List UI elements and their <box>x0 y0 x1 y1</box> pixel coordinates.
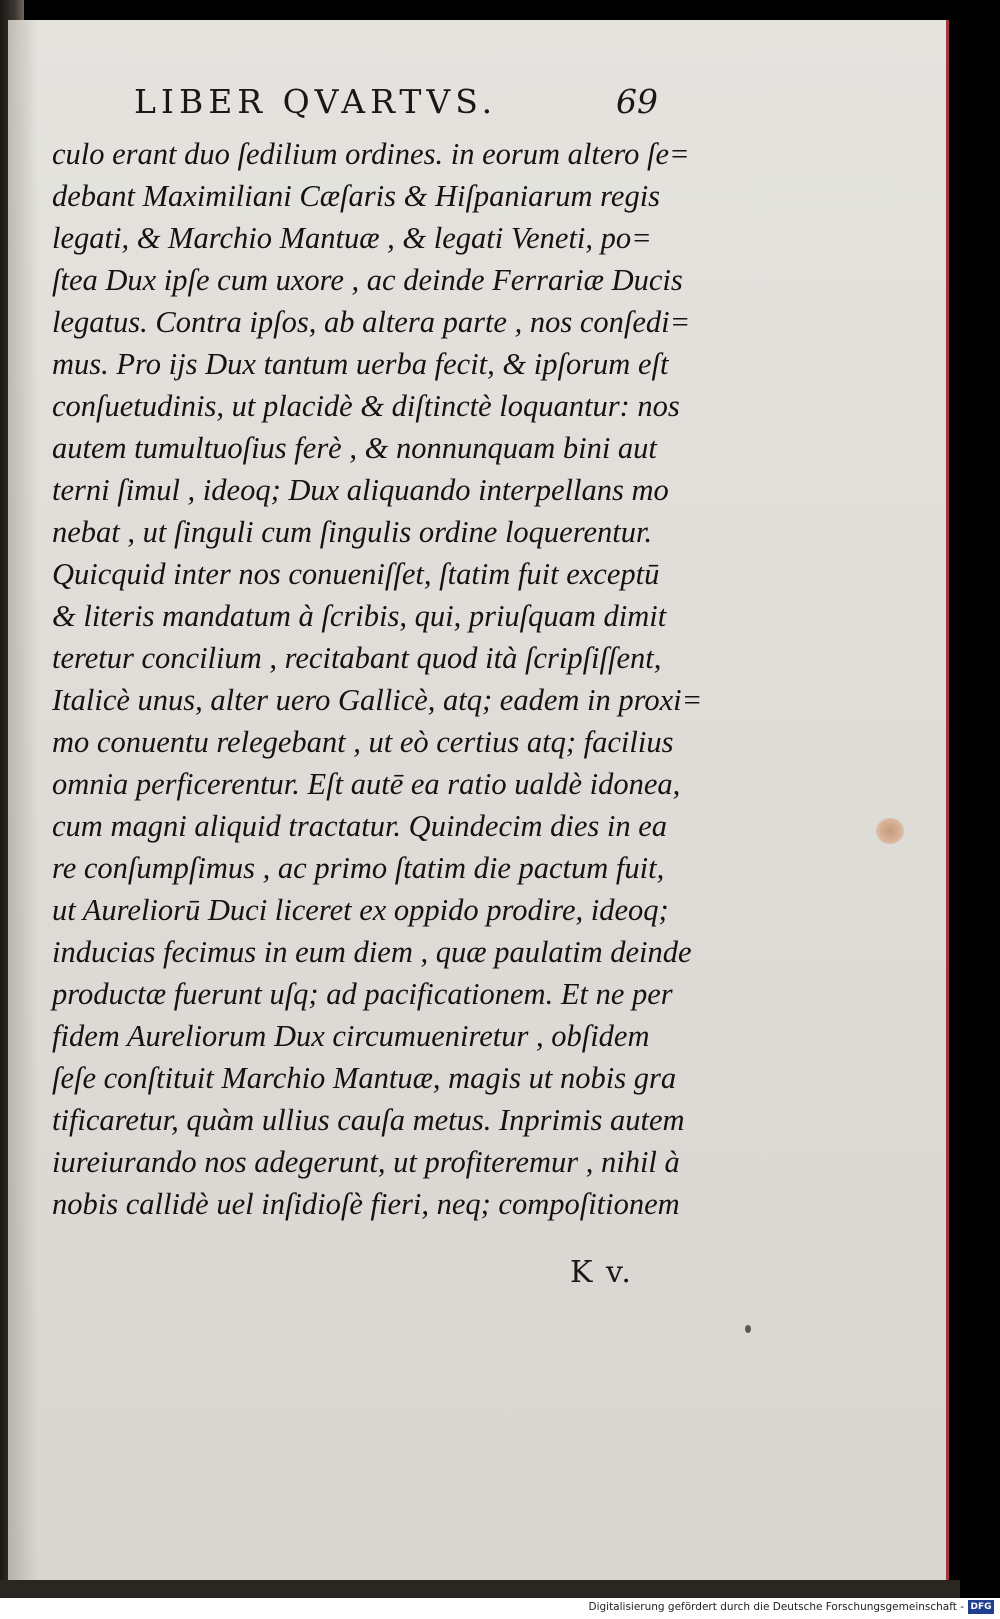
text-line: nobis callidè uel inſidioſè fieri, neq; compoſitionem <box>52 1187 680 1221</box>
paper-stain <box>876 818 904 844</box>
gutter-shadow <box>8 20 38 1580</box>
text-line: ſtea Dux ipſe cum uxore , ac deinde Ferrariæ Ducis <box>52 263 683 297</box>
page-number: 69 <box>616 82 658 121</box>
text-line: teretur concilium , recitabant quod ità ſcripſiſſent, <box>52 641 662 675</box>
running-head: LIBER QVARTVS. <box>134 82 498 121</box>
text-line: conſuetudinis, ut placidè & diſtinctè loquantur: nos <box>52 389 680 423</box>
text-line: re conſumpſimus , ac primo ſtatim die pactum fuit, <box>52 851 665 885</box>
book-bottom-edge <box>0 1580 960 1598</box>
text-line: legati, & Marchio Mantuæ , & legati Veneti, po= <box>52 221 652 255</box>
digitization-credit: Digitalisierung gefördert durch die Deutsche Forschungsgemeinschaft - <box>588 1601 964 1613</box>
text-line: iureiurando nos adegerunt, ut profiteremur , nihil à <box>52 1145 680 1179</box>
text-line: productæ fuerunt uſq; ad pacificationem. Et ne per <box>52 977 673 1011</box>
text-line: omnia perficerentur. Eſt autē ea ratio ualdè idonea, <box>52 767 681 801</box>
ink-speck <box>745 1325 751 1333</box>
text-line: cum magni aliquid tractatur. Quindecim dies in ea <box>52 809 668 843</box>
text-line: autem tumultuoſius ferè , & nonnunquam bini aut <box>52 431 657 465</box>
text-line: mus. Pro iјs Dux tantum uerba fecit, & ipſorum eſt <box>52 347 669 381</box>
text-line: fidem Aureliorum Dux circumueniretur , obſidem <box>52 1019 650 1053</box>
text-line: culo erant duo ſedilium ordines. in eorum altero ſe= <box>52 137 690 171</box>
signature-mark: K v. <box>570 1255 633 1290</box>
text-line: ut Aureliorū Duci liceret ex oppido prodire, ideoq; <box>52 893 669 927</box>
dfg-logo: DFG <box>968 1600 994 1614</box>
text-line: legatus. Contra ipſos, ab altera parte , nos conſedi= <box>52 305 691 339</box>
text-line: inducias fecimus in eum diem , quæ paulatim deinde <box>52 935 692 969</box>
text-line: terni ſimul , ideoq; Dux aliquando interpellans mo <box>52 473 669 507</box>
text-line: debant Maximiliani Cæſaris & Hiſpaniarum regis <box>52 179 661 213</box>
text-line: & literis mandatum à ſcribis, qui, priuſquam dimit <box>52 599 667 633</box>
text-line: Quicquid inter nos conueniſſet, ſtatim fuit exceptū <box>52 557 660 591</box>
text-line: mo conuentu relegebant , ut eò certius atq; facilius <box>52 725 674 759</box>
text-line: tificaretur, quàm ullius cauſa metus. Inprimis autem <box>52 1103 685 1137</box>
text-line: ſeſe conſtituit Marchio Mantuæ, magis ut nobis gra <box>52 1061 677 1095</box>
text-line: nebat , ut ſinguli cum ſingulis ordine loquerentur. <box>52 515 653 549</box>
text-line: Italicè unus, alter uero Gallicè, atq; eadem in proxi= <box>52 683 703 717</box>
